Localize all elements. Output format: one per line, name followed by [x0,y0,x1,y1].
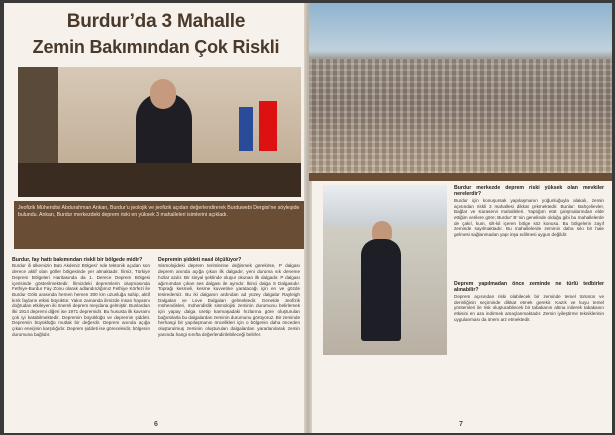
right-column-top [454,185,604,277]
right-column-bottom [454,281,604,361]
page-number-right: 7 [459,421,463,428]
answer-text: Deprem açısından riski olabilecek bir zeminde temel türünün ve derinliğinin seçiminde dikkat etmek gerekir. Kazık ve kuyu temel yöntemleri ile risk oluşturabilecek bir tabakanın altına inilerek tabakanın etkisini en aza indirmek amaçlanmaktadır. Zemin iyileştirme tekniklerinin uygulanması da önem arz etmektedir. [454,293,604,322]
page-number-left: 6 [154,421,158,428]
accent-bar [309,173,612,181]
flag-blue [239,107,253,151]
desk [18,163,301,197]
flag-red [259,101,277,151]
article-title-line2: Zemin Bakımından Çok Riskli [32,37,280,57]
article-title-line1: Burdur’da 3 Mahalle [66,11,246,32]
interview-photo [18,67,301,197]
column-text: Burdur ili ülkemizin Batı Akdeniz Bölgesi’ nde tektonik açıdan son derece aktif olan göller bölgesinde yer almaktadır. İlimiz, Türkiye Deprem Bölgeleri Haritasında da 1. Derece Deprem Bölgesi içerisinde gösterilmektedir. İlimizdeki depremlerin oluşmasında Fethiye-Burdur Fay Zonu olarak adlandırdığımız Fethiye Körfezi ile Burdur Gölü arasında hemen hemen 300 km uzunluğa sahip, aktif kırık fayların etkisi büyüktür. Yakın zamanda ilimizde insan hayatını doğrudan etkileyen iki önemli deprem meydana gelmiştir. Bunlardan ilki 1914 depremi diğeri ise 1971 depremidir. Bu hususta ilk kavramı çok iyi katabilmektedir. Depremin büyüklüğü ve depremin şiddeti. Depremin büyüklüğü mutlak bir değerdir. Deprem anında açığa çıkan enerjinin karşılığıdır. Deprem şiddeti ise göreceleidir, bölgenin durumuna bağlıdır. [12,263,150,337]
portrait-figure [361,239,401,341]
interviewee-head [150,79,176,109]
magazine-spread [4,3,612,433]
question-heading: Burdur merkezde deprem riski yüksek olan mevkiler nerelerdir? [454,185,604,198]
left-column-1 [12,257,150,425]
question-heading: Depremin şiddeti nasıl ölçülüyor? [158,257,242,263]
answer-text: Burdur için konuşursak yapılaşmanın yoğunluğuyla alakalı, zemin açısından riskli 3 mahallesi dikkat çekmektedir. Bunlar: Bahçelievler, Bağlar ve Karaservi mahalleleri. Yaptığım etüt çalışmalarından elde ettiğim verilere göre; Burdur’ B’ nin genelinde olduğu gibi bu mahallelerde de çakıl, kum, silt-kil içeren bölge söz konusu. Bu bölgelerin zayıf zeminde sayılmaktadır. Bu mahallelerde zeminin daha sıkı bir hale gelmesi sağlanmadan yapı inşa edilmesi uygun değildir. [454,197,604,238]
right-page [309,3,612,433]
left-column-2 [158,257,300,425]
portrait-background [323,185,447,225]
question-heading: Deprem yapılmadan önce zeminde ne türlü tedbirler alınabilir? [454,281,604,294]
left-page [4,3,307,433]
city-buildings [309,59,612,173]
photo-caption: Jeofizik Mühendisi Abdurahman Ankan, Burdur’u jeolojik ve jeofizik açıdan değerlendirerek Burduwebi Dergisi’ne söyleşide bulundu. Ankan, Burdur merkezdeki deprem riski en yüksek 3 mahalleleri isimlerini açıkladı. [18,205,300,218]
portrait-photo [323,185,447,355]
column-text: Sismolojideki deprem terimlerine değinmek gerekirse, P dalgası deprem anında açığa çıkan ilk dalgadır, yeni duruma sık deneme hızlar azdır. Bir sinyal şeklinde oluşur okunan ilk dalgadır. P dalgası ağırnımdan çıkan ses dalgası ile aynıdır. İkinci dalga S Dalgasıdır. Toprağı kesmeli, kesme kuvvetine yaratacağı için en ve gözde tesiredersiz. Bu iki dalganın ardından ad yüzey dalgalar Rayleigh Dalgaları ve Love Dalgaları gelmektedir. Genelde Jeofizik mühendisleri, mühendislik sismolojisi zeminin durumunu belirlemek için yapay dalga üretip karmaşadaki hızlarına göre oluşturulan bağıntılarla bu dalgalardan zeminin durumunu görüyoruz. Bir zeminde herhangi bir yapılaşmanın öncelikleri için o bölgenin daha önceden oluşturulmuş zeminin oluşturulan dalgalardan yararlanılarak zemin yanında hangi sınıfta değerlendirilebileceği belirler. [158,263,300,337]
city-aerial-photo [309,3,612,173]
question-heading: Burdur, fay hattı bakımından riskli bir bölgede midir? [12,257,143,263]
